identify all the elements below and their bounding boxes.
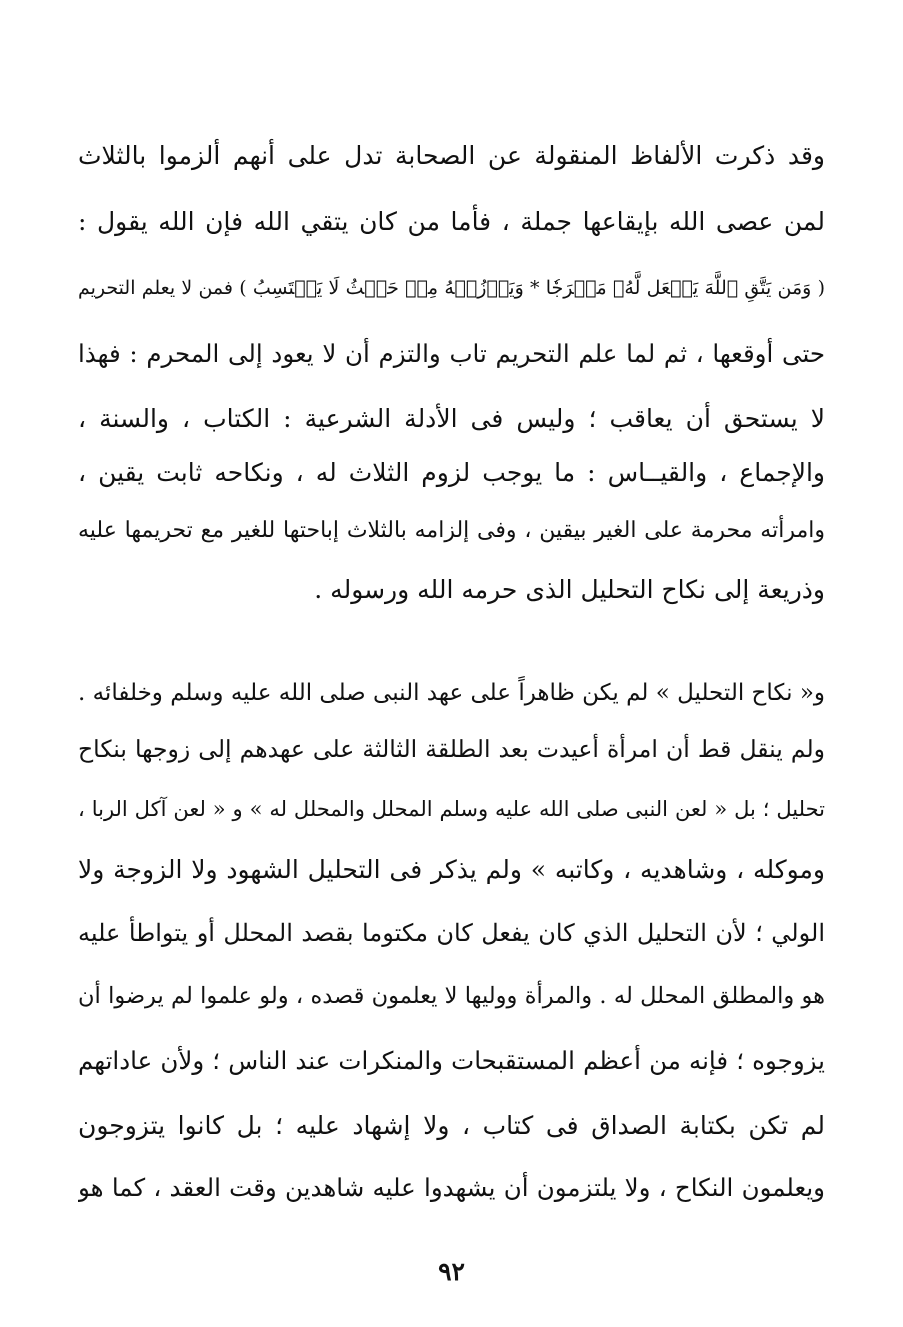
text-line: الولي ؛ لأن التحليل الذي كان يفعل كان مكتوما بقصد المحلل أو يتواطأ عليه xyxy=(78,919,825,947)
text-line: حتى أوقعها ، ثم لما علم التحريم تاب والتزم أن لا يعود إلى المحرم : فهذا xyxy=(78,339,825,368)
text-line: ولم ينقل قط أن امرأة أعيدت بعد الطلقة الثالثة على عهدهم إلى زوجها بنكاح xyxy=(78,735,825,763)
text-line: وقد ذكرت الألفاظ المنقولة عن الصحابة تدل على أنهم ألزموا بالثلاث xyxy=(78,141,825,170)
text-line: وموكله ، وشاهديه ، وكاتبه » ولم يذكر فى التحليل الشهود ولا الزوجة ولا xyxy=(78,855,825,884)
text-line: يزوجوه ؛ فإنه من أعظم المستقبحات والمنكرات عند الناس ؛ ولأن عاداتهم xyxy=(78,1046,825,1075)
text-line: تحليل ؛ بل « لعن النبى صلى الله عليه وسلم المحلل والمحلل له » و « لعن آكل الربا ، xyxy=(78,797,825,821)
text-line: ويعلمون النكاح ، ولا يلتزمون أن يشهدوا عليه شاهدين وقت العقد ، كما هو xyxy=(78,1173,825,1202)
text-line: لمن عصى الله بإيقاعها جملة ، فأما من كان يتقي الله فإن الله يقول : xyxy=(78,207,825,236)
text-line: لا يستحق أن يعاقب ؛ وليس فى الأدلة الشرعية : الكتاب ، والسنة ، xyxy=(78,404,825,433)
page-number: ٩٢ xyxy=(438,1257,465,1286)
text-line: هو والمطلق المحلل له . والمرأة ووليها لا يعلمون قصده ، ولو علموا لم يرضوا أن xyxy=(78,983,825,1009)
text-line: لم تكن بكتابة الصداق فى كتاب ، ولا إشهاد عليه ؛ بل كانوا يتزوجون xyxy=(78,1111,825,1140)
text-line: وامرأته محرمة على الغير بيقين ، وفى إلزامه بالثلاث إباحتها للغير مع تحريمها عليه xyxy=(78,518,825,543)
text-line: وذريعة إلى نكاح التحليل الذى حرمه الله ورسوله . xyxy=(314,575,825,604)
text-line: و« نكاح التحليل » لم يكن ظاهراً على عهد النبى صلى الله عليه وسلم وخلفائه . xyxy=(78,680,825,706)
quran-verse-line: ( وَمَن يَتَّقِ ٱللَّهَ يَجۡعَل لَّهُۥ مَخۡرَجٗا * وَيَرۡزُقۡهُ مِنۡ حَيۡثُ لَا يَحۡتَسِبُ ) فمن لا يعلم التحريم xyxy=(78,277,825,299)
text-line: والإجماع ، والقيــاس : ما يوجب لزوم الثلاث له ، ونكاحه ثابت يقين ، xyxy=(78,458,825,487)
